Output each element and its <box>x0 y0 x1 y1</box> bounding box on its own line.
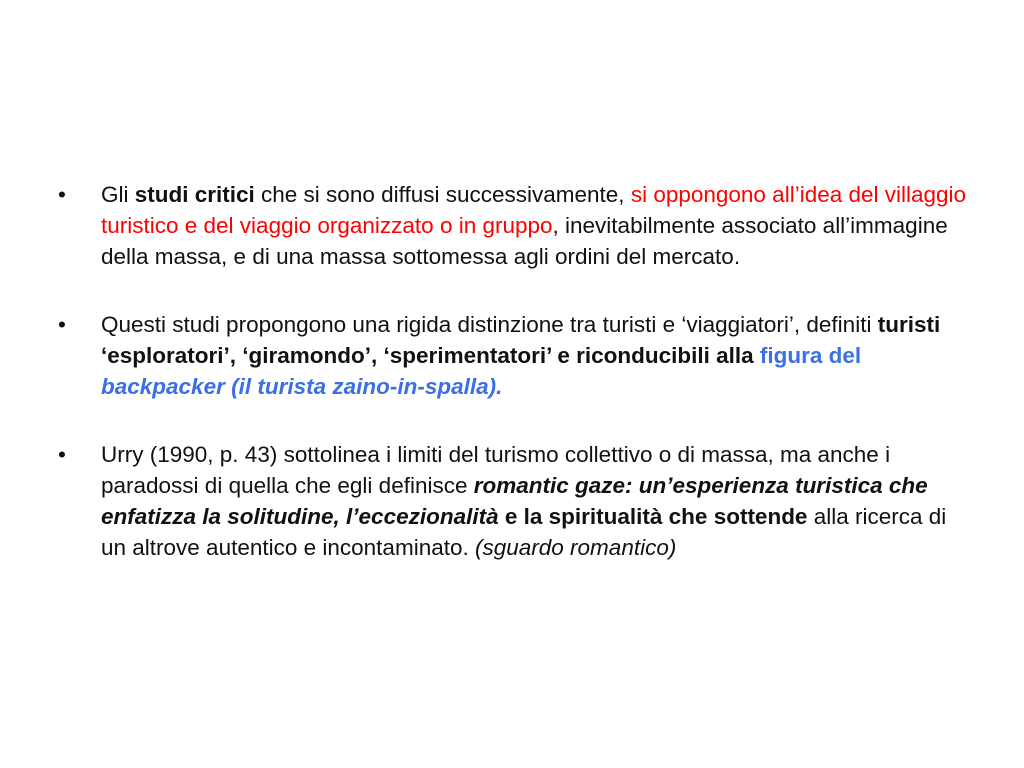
text-run-bold-italic: romantic gaze: un’esperienza turistica che enfatizza la solitudine, l’eccezionalità <box>101 473 928 529</box>
text-run: alla ricerca di un altrove autentico e incontaminato. <box>101 504 947 560</box>
text-run-bold: turisti ‘esploratori’, ‘giramondo’, ‘sperimentatori’ e riconducibili alla <box>101 312 941 368</box>
bullet-dot-icon: • <box>58 442 66 467</box>
bullet-item-distinzione <box>58 309 968 402</box>
bullet-item-studi-critici <box>58 179 968 272</box>
bullet-item-urry <box>58 439 968 563</box>
text-run-bold: e la spiritualità che sottende <box>498 504 808 529</box>
text-run-bold-blue: figura del <box>759 343 862 368</box>
bullet-dot-icon: • <box>58 312 66 337</box>
text-run-bold-italic-blue: backpacker (il turista zaino-in-spalla). <box>101 374 503 399</box>
text-run: Urry (1990, p. 43) sottolinea i limiti del turismo collettivo o di massa, ma anche i paradossi di quella che egli definisce <box>101 442 891 498</box>
text-run: , inevitabilmente associato all’immagine della massa, e di una massa sottomessa agli ordini del mercato. <box>101 213 948 269</box>
text-run: Questi studi propongono una rigida distinzione tra turisti e ‘viaggiatori’, definiti <box>101 312 878 337</box>
bullet-text <box>101 182 966 269</box>
bullet-dot-icon: • <box>58 182 66 207</box>
text-run: che si sono diffusi successivamente, <box>254 182 631 207</box>
bullet-text <box>101 312 940 399</box>
bullet-list <box>58 179 968 600</box>
text-run-italic: (sguardo romantico) <box>475 535 677 560</box>
text-run-bold: studi critici <box>134 182 255 207</box>
text-run: Gli <box>101 182 135 207</box>
bullet-text <box>101 442 946 560</box>
text-run-red: si oppongono all’idea del villaggio turistico e del viaggio organizzato o in gruppo <box>101 182 967 238</box>
